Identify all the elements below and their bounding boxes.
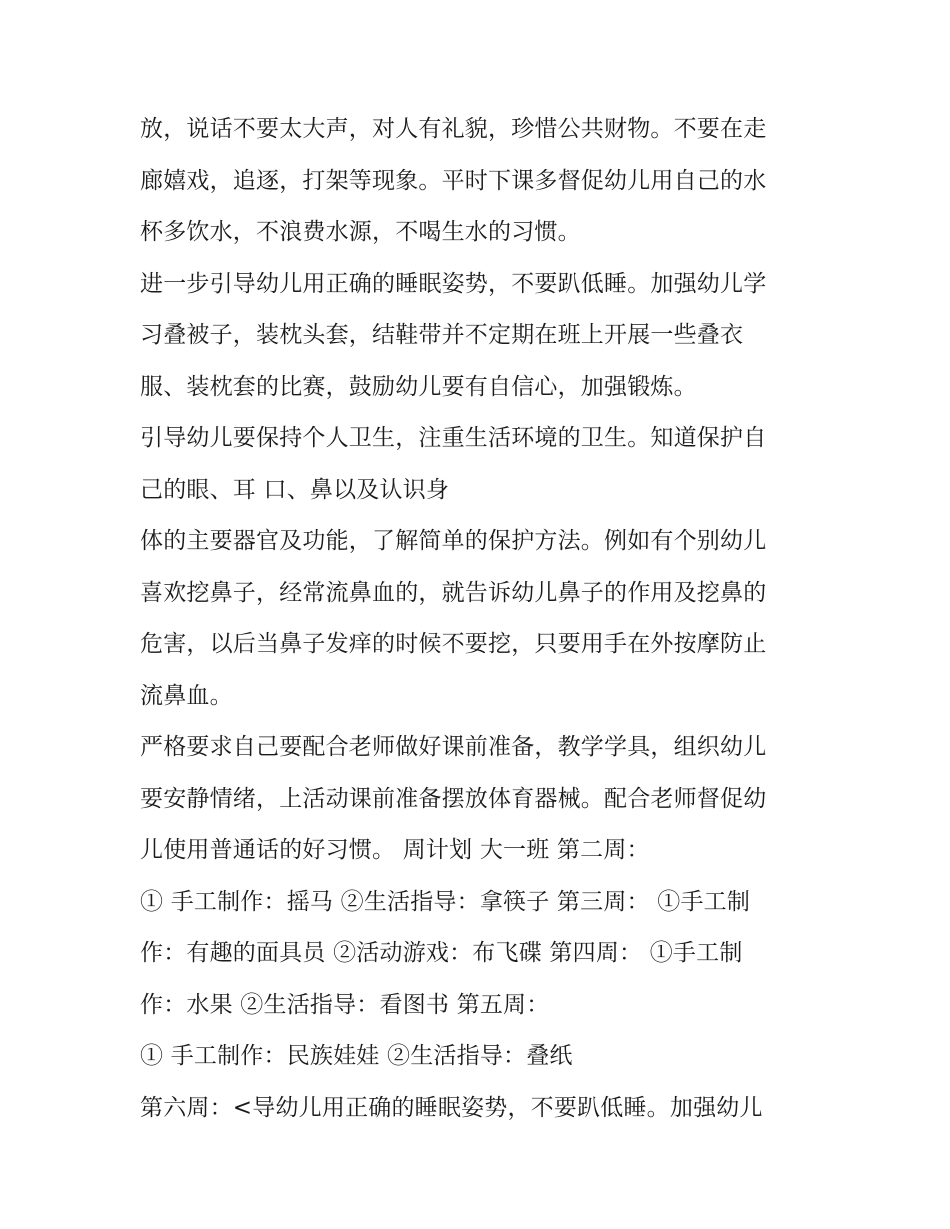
body-text (140, 104, 840, 1134)
text-line: 杯多饮水，不浪费水源，不喝生水的习惯。 (140, 219, 581, 245)
text-line: 严格要求自己要配合老师做好课前准备，教学学具，组织幼儿 (140, 734, 767, 760)
text-line: 习叠被子，装枕头套，结鞋带并不定期在班上开展一些叠衣 (140, 322, 744, 348)
text-line: 体的主要器官及功能，了解简单的保护方法。例如有个别幼儿 (140, 528, 767, 554)
text-line: 第六周：<导幼儿用正确的睡眠姿势，不要趴低睡。加强幼儿 (140, 1094, 763, 1121)
text-line: 服、装枕套的比赛，鼓励幼儿要有自信心，加强锻炼。 (140, 373, 697, 400)
text-line: 喜欢挖鼻子，经常流鼻血的，就告诉幼儿鼻子的作用及挖鼻的 (140, 579, 767, 606)
text-line: 流鼻血。 (140, 682, 233, 709)
text-line: 儿使用普通话的好习惯。 周计划 大一班 第二周： (140, 837, 650, 863)
text-line: 引导幼儿要保持个人卫生，注重生活环境的卫生。知道保护自 (140, 425, 767, 451)
text-line: 廊嬉戏，追逐，打架等现象。平时下课多督促幼儿用自己的水 (140, 167, 767, 194)
text-line: 危害，以后当鼻子发痒的时候不要挖，只要用手在外按摩防止 (140, 631, 767, 657)
text-line: 要安静情绪，上活动课前准备摆放体育器械。配合老师督促幼 (140, 785, 767, 812)
text-line: 放，说话不要太大声，对人有礼貌，珍惜公共财物。不要在走 (140, 116, 767, 142)
text-line: 作：有趣的面具员 ②活动游戏：布飞碟 第四周： ①手工制 (140, 940, 743, 966)
text-line: 作：水果 ②生活指导：看图书 第五周： (140, 991, 550, 1018)
text-line: ① 手工制作：摇马 ②生活指导：拿筷子 第三周： ①手工制 (140, 888, 751, 915)
text-line: 己的眼、耳 口、鼻以及认识身 (140, 476, 450, 503)
text-line: ① 手工制作：民族娃娃 ②生活指导：叠纸 (140, 1043, 573, 1069)
text-line: 进一步引导幼儿用正确的睡眠姿势，不要趴低睡。加强幼儿学 (140, 270, 767, 297)
